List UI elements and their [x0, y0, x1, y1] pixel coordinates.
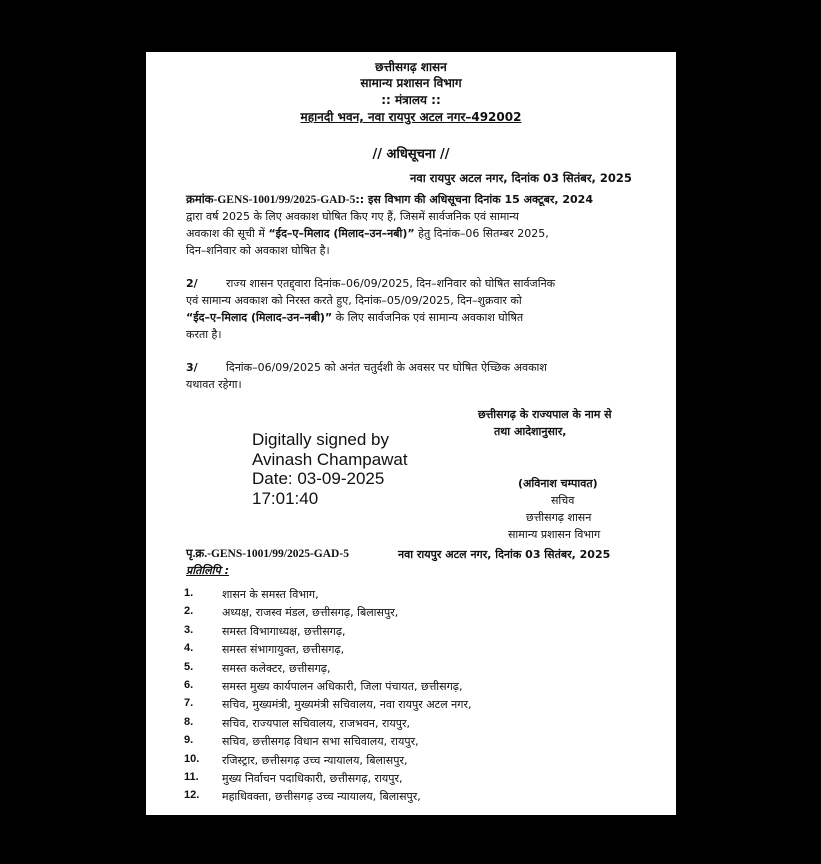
list-item-text: सचिव, छत्तीसगढ़ विधान सभा सचिवालय, रायपुर, [222, 735, 419, 749]
para2-number: 2/ [186, 277, 198, 290]
holiday-name: “ईद–ए–मिलाद (मिलाद–उन–नबी)” [186, 311, 333, 324]
list-item-number: 7. [184, 697, 194, 710]
list-item-text: समस्त कलेक्टर, छत्तीसगढ़, [222, 661, 331, 675]
para3-line1: दिनांक–06/09/2025 को अनंत चतुर्दशी के अवसर पर घोषित ऐच्छिक अवकाश [226, 361, 547, 374]
list-item-number: 9. [184, 734, 194, 747]
para2-line4: करता है। [186, 328, 222, 341]
list-item-text: शासन के समस्त विभाग, [222, 588, 319, 601]
signatory-designation: सचिव [551, 494, 575, 507]
list-item-text: सचिव, राज्यपाल सचिवालय, राजभवन, रायपुर, [222, 716, 410, 730]
list-item-number: 4. [184, 642, 194, 655]
para1-line3: अवकाश की सूची में “ईद–ए–मिलाद (मिलाद–उन–नबी)” हेतु दिनांक–06 सितम्बर 2025, [186, 227, 549, 240]
list-item-text: महाधिवक्ता, छत्तीसगढ़ उच्च न्यायालय, बिलासपुर, [222, 790, 421, 804]
list-item-text: समस्त मुख्य कार्यपालन अधिकारी, जिला पंचायत, छत्तीसगढ़, [222, 680, 463, 693]
list-item-number: 3. [184, 623, 194, 636]
list-item-number: 11. [184, 771, 199, 783]
para1-line4: दिन–शनिवार को अवकाश घोषित है। [186, 244, 330, 257]
list-item-number: 5. [184, 660, 194, 673]
list-item-text: अध्यक्ष, राजस्व मंडल, छत्तीसगढ़, बिलासपुर, [222, 606, 399, 620]
signatory-office1: छत्तीसगढ़ शासन [526, 511, 592, 524]
holiday-name: “ईद–ए–मिलाद (मिलाद–उन–नबी)” [268, 227, 415, 240]
header-government: छत्तीसगढ़ शासन [375, 60, 447, 74]
digital-signature-line4: 17:01:40 [252, 488, 319, 508]
notification-ref-number: क्रमांक-GENS-1001/99/2025-GAD-5 [186, 194, 356, 206]
digital-signature-line2: Avinash Champawat [252, 449, 408, 469]
notification-title: // अधिसूचना // [372, 147, 450, 162]
para1-line1: क्रमांक-GENS-1001/99/2025-GAD-5:: इस विभाग की अधिसूचना दिनांक 15 अक्टूबर, 2024 [186, 193, 593, 206]
list-item-text: रजिस्ट्रार, छत्तीसगढ़ उच्च न्यायालय, बिलासपुर, [222, 753, 408, 767]
signatory-name: (अविनाश चम्पावत) [518, 477, 598, 490]
para2-line1: राज्य शासन एतद्द्वारा दिनांक–06/09/2025, दिन–शनिवार को घोषित सार्वजनिक [226, 277, 556, 290]
list-item-number: 2. [184, 605, 194, 618]
list-item-number: 10. [184, 752, 200, 765]
list-item-number: 8. [184, 715, 194, 728]
authority-line1: छत्तीसगढ़ के राज्यपाल के नाम से [478, 408, 612, 421]
list-item-text: समस्त संभागायुक्त, छत्तीसगढ़, [222, 643, 345, 657]
digital-signature-line3: Date: 03-09-2025 [252, 469, 385, 488]
header-department: सामान्य प्रशासन विभाग [360, 76, 462, 90]
list-item-number: 1. [184, 587, 194, 599]
para2-line2: एवं सामान्य अवकाश को निरस्त करते हुए, दिनांक–05/09/2025, दिन–शुक्रवार को [186, 294, 522, 307]
notification-place-date: नवा रायपुर अटल नगर, दिनांक 03 सितंबर, 2025 [410, 171, 632, 185]
endorsement-ref-number: पृ.क्र.-GENS-1001/99/2025-GAD-5 [186, 548, 349, 560]
para2-line3: “ईद–ए–मिलाद (मिलाद–उन–नबी)” के लिए सार्वजनिक एवं सामान्य अवकाश घोषित [186, 311, 524, 324]
list-item-number: 12. [184, 789, 200, 802]
authority-line2: तथा आदेशानुसार, [494, 425, 567, 438]
header-ministry: :: मंत्रालय :: [381, 93, 441, 107]
list-item-text: मुख्य निर्वाचन पदाधिकारी, छत्तीसगढ़, रायपुर, [222, 772, 403, 785]
digital-signature [252, 430, 408, 508]
document-page [146, 52, 676, 815]
para3-line2: यथावत रहेगा। [186, 378, 242, 391]
signatory-office2: सामान्य प्रशासन विभाग [508, 528, 601, 541]
list-item-text: समस्त विभागाध्यक्ष, छत्तीसगढ़, [222, 624, 346, 638]
list-item-number: 6. [184, 679, 194, 691]
para3-number: 3/ [186, 361, 198, 374]
digital-signature-line1: Digitally signed by [252, 430, 390, 449]
header-address: महानदी भवन, नवा रायपुर अटल नगर–492002 [300, 110, 522, 124]
endorsement-place-date: नवा रायपुर अटल नगर, दिनांक 03 सितंबर, 2025 [398, 548, 611, 561]
list-item-text: सचिव, मुख्यमंत्री, मुख्यमंत्री सचिवालय, नवा रायपुर अटल नगर, [222, 698, 472, 712]
para1-line2: द्वारा वर्ष 2025 के लिए अवकाश घोषित किए गए हैं, जिसमें सार्वजनिक एवं सामान्य [186, 210, 519, 223]
copy-label: प्रतिलिपि : [186, 564, 230, 577]
